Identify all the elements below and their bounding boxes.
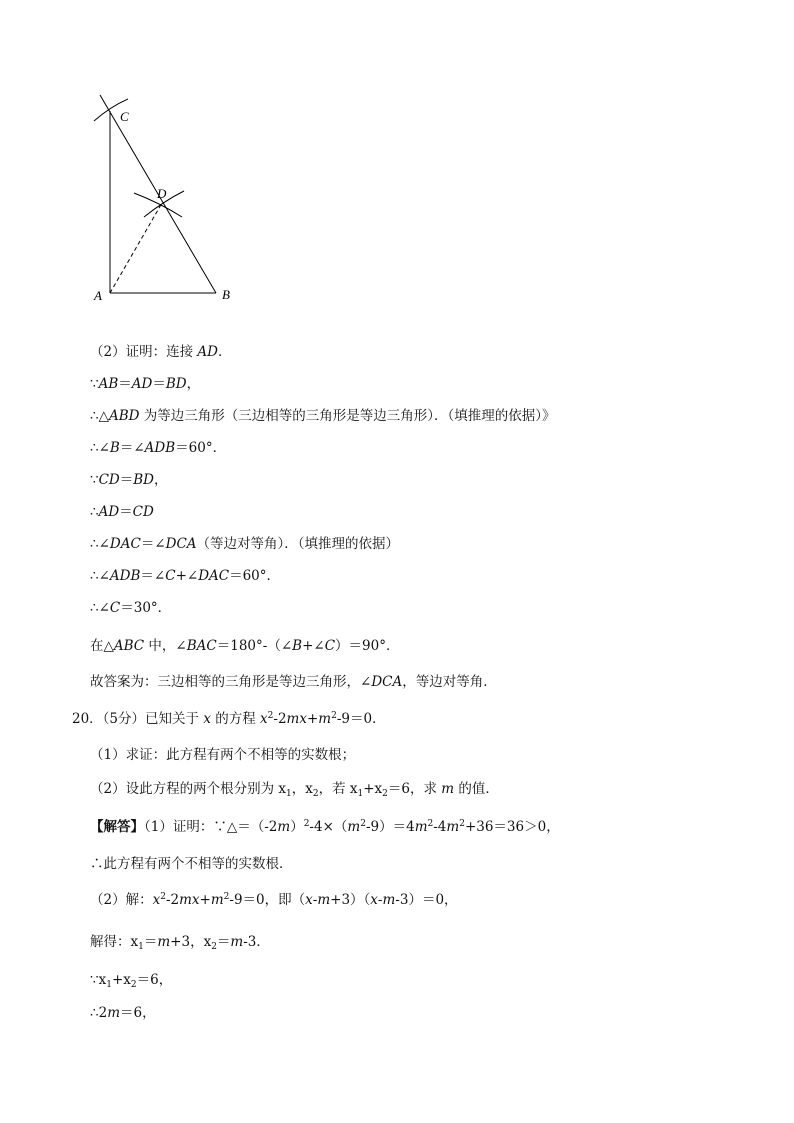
text-segment: 2 xyxy=(211,942,217,952)
text-segment: ∴此方程有两个不相等的实数根． xyxy=(90,856,293,872)
text-segment: ABC xyxy=(113,638,145,654)
text-segment: ∵x xyxy=(90,972,107,988)
text-line xyxy=(90,375,200,393)
text-line xyxy=(90,637,399,655)
text-segment: ABD xyxy=(108,408,140,424)
text-segment: C xyxy=(165,568,176,584)
text-segment: ， xyxy=(186,376,201,392)
text-segment: 2 xyxy=(130,980,137,990)
triangle-figure xyxy=(80,85,260,315)
label-d: D xyxy=(157,186,167,201)
text-segment: 的方程 xyxy=(210,711,261,727)
text-line xyxy=(90,855,293,873)
text-segment: 2 xyxy=(427,819,434,829)
text-segment: DCA xyxy=(371,674,403,690)
text-segment: ＝60°． xyxy=(229,568,281,584)
text-segment: +x xyxy=(363,781,383,797)
text-segment: AD xyxy=(98,504,120,520)
text-line xyxy=(90,471,168,489)
text-segment: 2 xyxy=(331,711,337,721)
text-segment: -9）＝4 xyxy=(365,819,415,835)
text-segment: BD xyxy=(133,472,154,488)
text-segment: 1 xyxy=(138,942,144,952)
text-line xyxy=(90,535,399,553)
text-segment: ∴△ xyxy=(90,408,109,424)
text-segment: -2 xyxy=(165,892,180,908)
text-segment: m xyxy=(414,819,428,835)
text-segment: +3）（ xyxy=(330,892,371,908)
text-segment: ＝30°． xyxy=(120,600,172,616)
text-segment: ∴∠ xyxy=(90,568,110,584)
text-line xyxy=(90,503,154,521)
text-segment: ＝60°． xyxy=(175,440,227,456)
text-segment: AD xyxy=(197,344,218,360)
text-segment: - xyxy=(377,892,383,908)
text-segment: ∴ xyxy=(90,504,99,520)
text-segment: DCA xyxy=(165,536,197,552)
text-segment: AD xyxy=(131,376,153,392)
text-segment: ） xyxy=(290,819,304,835)
text-segment: 的值． xyxy=(454,781,499,797)
text-segment: ， xyxy=(154,472,168,488)
text-segment: +x xyxy=(111,972,131,988)
text-segment: ＝6，求 xyxy=(387,781,442,797)
text-segment: - xyxy=(312,892,318,908)
text-segment: x xyxy=(260,711,268,727)
text-line xyxy=(72,710,386,728)
text-line xyxy=(90,971,172,989)
text-segment: C xyxy=(324,638,336,654)
text-segment: x xyxy=(305,892,313,908)
text-segment: -4×（ xyxy=(309,819,348,835)
text-segment: -3）＝0， xyxy=(395,892,458,908)
text-line xyxy=(90,818,560,836)
text-segment: AB xyxy=(98,376,119,392)
text-segment: （2）解： xyxy=(90,892,153,908)
text-segment: x xyxy=(370,892,378,908)
text-segment: CD xyxy=(132,504,154,520)
text-segment: ＝6， xyxy=(120,1005,156,1021)
text-segment: （2）证明：连接 xyxy=(90,344,198,360)
text-segment: （2）设此方程的两个根分别为 x xyxy=(90,781,286,797)
text-segment: m xyxy=(157,934,171,950)
text-segment: ＝ xyxy=(119,472,134,488)
text-segment: ． xyxy=(217,344,232,360)
text-segment: m xyxy=(446,819,460,835)
label-a: A xyxy=(94,288,102,303)
text-segment: 2 xyxy=(223,892,230,902)
text-segment: 2 xyxy=(459,819,465,829)
text-segment: 2 xyxy=(382,789,388,799)
text-segment: +36＝36＞0， xyxy=(464,819,560,835)
text-segment: m xyxy=(317,892,331,908)
text-segment: ＝ xyxy=(216,934,231,950)
text-segment: ）＝90°． xyxy=(335,638,400,654)
text-segment: m xyxy=(107,1005,120,1021)
text-segment: ADB xyxy=(144,440,176,456)
text-segment: ＝ xyxy=(143,934,158,950)
text-line xyxy=(90,439,226,457)
text-segment: 2 xyxy=(160,892,166,902)
text-line xyxy=(90,343,231,361)
text-segment: 1 xyxy=(357,789,364,799)
text-segment: CD xyxy=(98,472,120,488)
text-line xyxy=(90,780,499,798)
text-segment: ∴∠ xyxy=(90,440,110,456)
text-line xyxy=(90,891,458,909)
text-segment: ＝6， xyxy=(136,972,173,988)
text-segment: B xyxy=(292,638,303,654)
text-segment: ，等边对等角． xyxy=(402,674,497,690)
text-segment: -9＝0． xyxy=(336,711,386,727)
text-segment: 20．（5分）已知关于 xyxy=(72,711,204,727)
text-segment: 2 xyxy=(267,711,274,721)
text-line xyxy=(90,673,497,691)
label-c: C xyxy=(120,109,129,124)
text-segment: -4 xyxy=(433,819,447,835)
text-segment: m xyxy=(277,819,291,835)
text-segment: m xyxy=(441,781,455,797)
text-segment: 中，∠ xyxy=(144,638,187,654)
text-segment: -3． xyxy=(243,934,270,950)
text-segment: m xyxy=(210,892,224,908)
text-segment: ＝∠ xyxy=(140,568,166,584)
label-b: B xyxy=(222,287,230,302)
text-segment: +∠ xyxy=(302,638,325,654)
text-segment: m xyxy=(230,934,244,950)
text-segment: ＝180°-（∠ xyxy=(216,638,293,654)
text-segment: C xyxy=(109,600,121,616)
text-segment: B xyxy=(109,440,120,456)
text-line xyxy=(90,567,280,585)
text-segment: ∵ xyxy=(90,472,99,488)
text-segment: 1 xyxy=(106,980,112,990)
text-segment: +∠ xyxy=(175,568,199,584)
text-segment: 在△ xyxy=(90,638,114,654)
text-segment: + xyxy=(306,711,319,727)
text-segment: -2 xyxy=(273,711,287,727)
text-segment: m xyxy=(347,819,361,835)
text-segment: BD xyxy=(165,376,187,392)
text-line xyxy=(90,599,171,617)
text-segment: ∵ xyxy=(90,376,99,392)
text-segment: 2 xyxy=(360,819,366,829)
text-segment: ＝ xyxy=(119,504,133,520)
text-segment: mx xyxy=(179,892,200,908)
text-segment: x xyxy=(152,892,161,908)
segment-ad-dashed xyxy=(110,203,162,293)
text-segment: 2 xyxy=(312,789,319,799)
text-segment: DAC xyxy=(198,568,230,584)
text-segment: m xyxy=(382,892,396,908)
text-segment: +3，x xyxy=(170,934,212,950)
text-segment: DAC xyxy=(109,536,141,552)
text-segment: 解得：x xyxy=(90,934,139,950)
text-segment: -9＝0，即（ xyxy=(229,892,306,908)
text-segment: ∴2 xyxy=(90,1005,108,1021)
text-segment: ADB xyxy=(109,568,141,584)
text-segment: 为等边三角形（三边相等的三角形是等边三角形）．（填推理的依据）》 xyxy=(139,408,556,424)
text-segment: ＝∠ xyxy=(119,440,145,456)
text-segment: （1）求证：此方程有两个不相等的实数根； xyxy=(90,747,356,763)
text-segment: ，若 x xyxy=(318,781,358,797)
text-segment: m xyxy=(318,711,332,727)
text-segment: x xyxy=(203,711,211,727)
text-segment: （等边对等角）．（填推理的依据） xyxy=(196,536,400,552)
text-segment: 2 xyxy=(303,819,310,829)
text-line xyxy=(90,407,556,425)
text-segment: 故答案为：三边相等的三角形是等边三角形，∠ xyxy=(90,674,372,690)
text-line xyxy=(90,746,355,764)
text-segment: ＝ xyxy=(152,376,166,392)
text-segment: mx xyxy=(286,711,307,727)
text-segment: BAC xyxy=(186,638,217,654)
text-segment: （1）证明：∵△＝（-2 xyxy=(144,819,278,835)
text-segment: ，x xyxy=(291,781,313,797)
text-segment: ＝∠ xyxy=(140,536,166,552)
text-line xyxy=(90,1004,156,1022)
text-segment: 【解答】 xyxy=(90,819,144,835)
text-segment: ∴∠ xyxy=(90,600,110,616)
text-segment: 1 xyxy=(286,789,292,799)
text-segment: ∴∠ xyxy=(90,536,110,552)
text-line xyxy=(90,933,270,951)
text-segment: ＝ xyxy=(118,376,132,392)
text-segment: + xyxy=(199,892,211,908)
